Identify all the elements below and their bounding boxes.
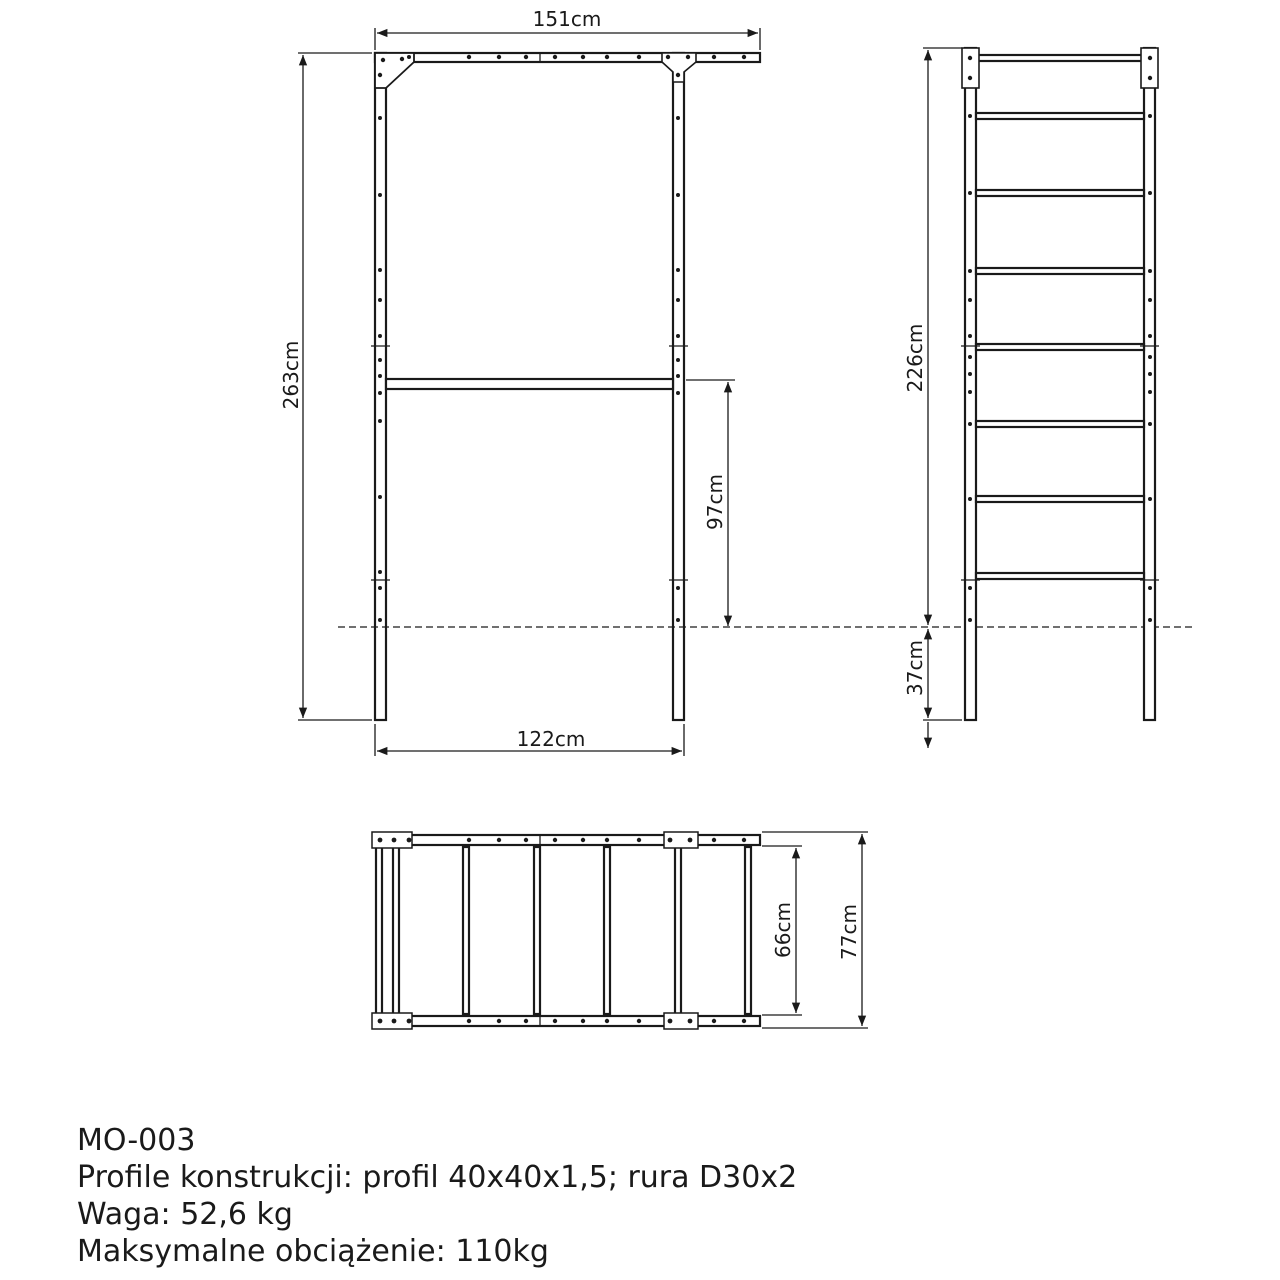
dim-outer-depth: 77cm xyxy=(837,904,861,960)
dim-total-height: 263cm xyxy=(279,340,303,410)
dim-top-width: 151cm xyxy=(532,7,602,31)
top-view-crossbars xyxy=(376,847,751,1014)
dim-base-width: 122cm xyxy=(516,727,586,751)
top-view xyxy=(372,832,868,1029)
dim-inner-depth: 66cm xyxy=(771,902,795,958)
front-bolts xyxy=(378,55,746,622)
front-view xyxy=(279,7,760,756)
side-view xyxy=(903,48,1159,748)
side-bolts xyxy=(968,56,1152,622)
model-code: MO-003 xyxy=(77,1123,196,1158)
spec-block xyxy=(77,1122,797,1270)
top-view-front-beam xyxy=(375,835,760,845)
pull-up-bar xyxy=(386,379,673,389)
top-view-back-beam xyxy=(375,1016,760,1026)
dim-side-height: 226cm xyxy=(903,323,927,393)
profile-spec: Profile konstrukcji: profil 40x40x1,5; rura D30x2 xyxy=(77,1160,798,1195)
dim-ground-depth: 37cm xyxy=(903,640,927,696)
weight-spec: Waga: 52,6 kg xyxy=(77,1197,293,1232)
top-view-bolts xyxy=(378,838,747,1024)
dim-bar-height: 97cm xyxy=(703,474,727,530)
max-load-spec: Maksymalne obciążenie: 110kg xyxy=(77,1234,549,1269)
front-top-beam xyxy=(375,53,760,62)
ladder-rungs xyxy=(976,113,1144,579)
